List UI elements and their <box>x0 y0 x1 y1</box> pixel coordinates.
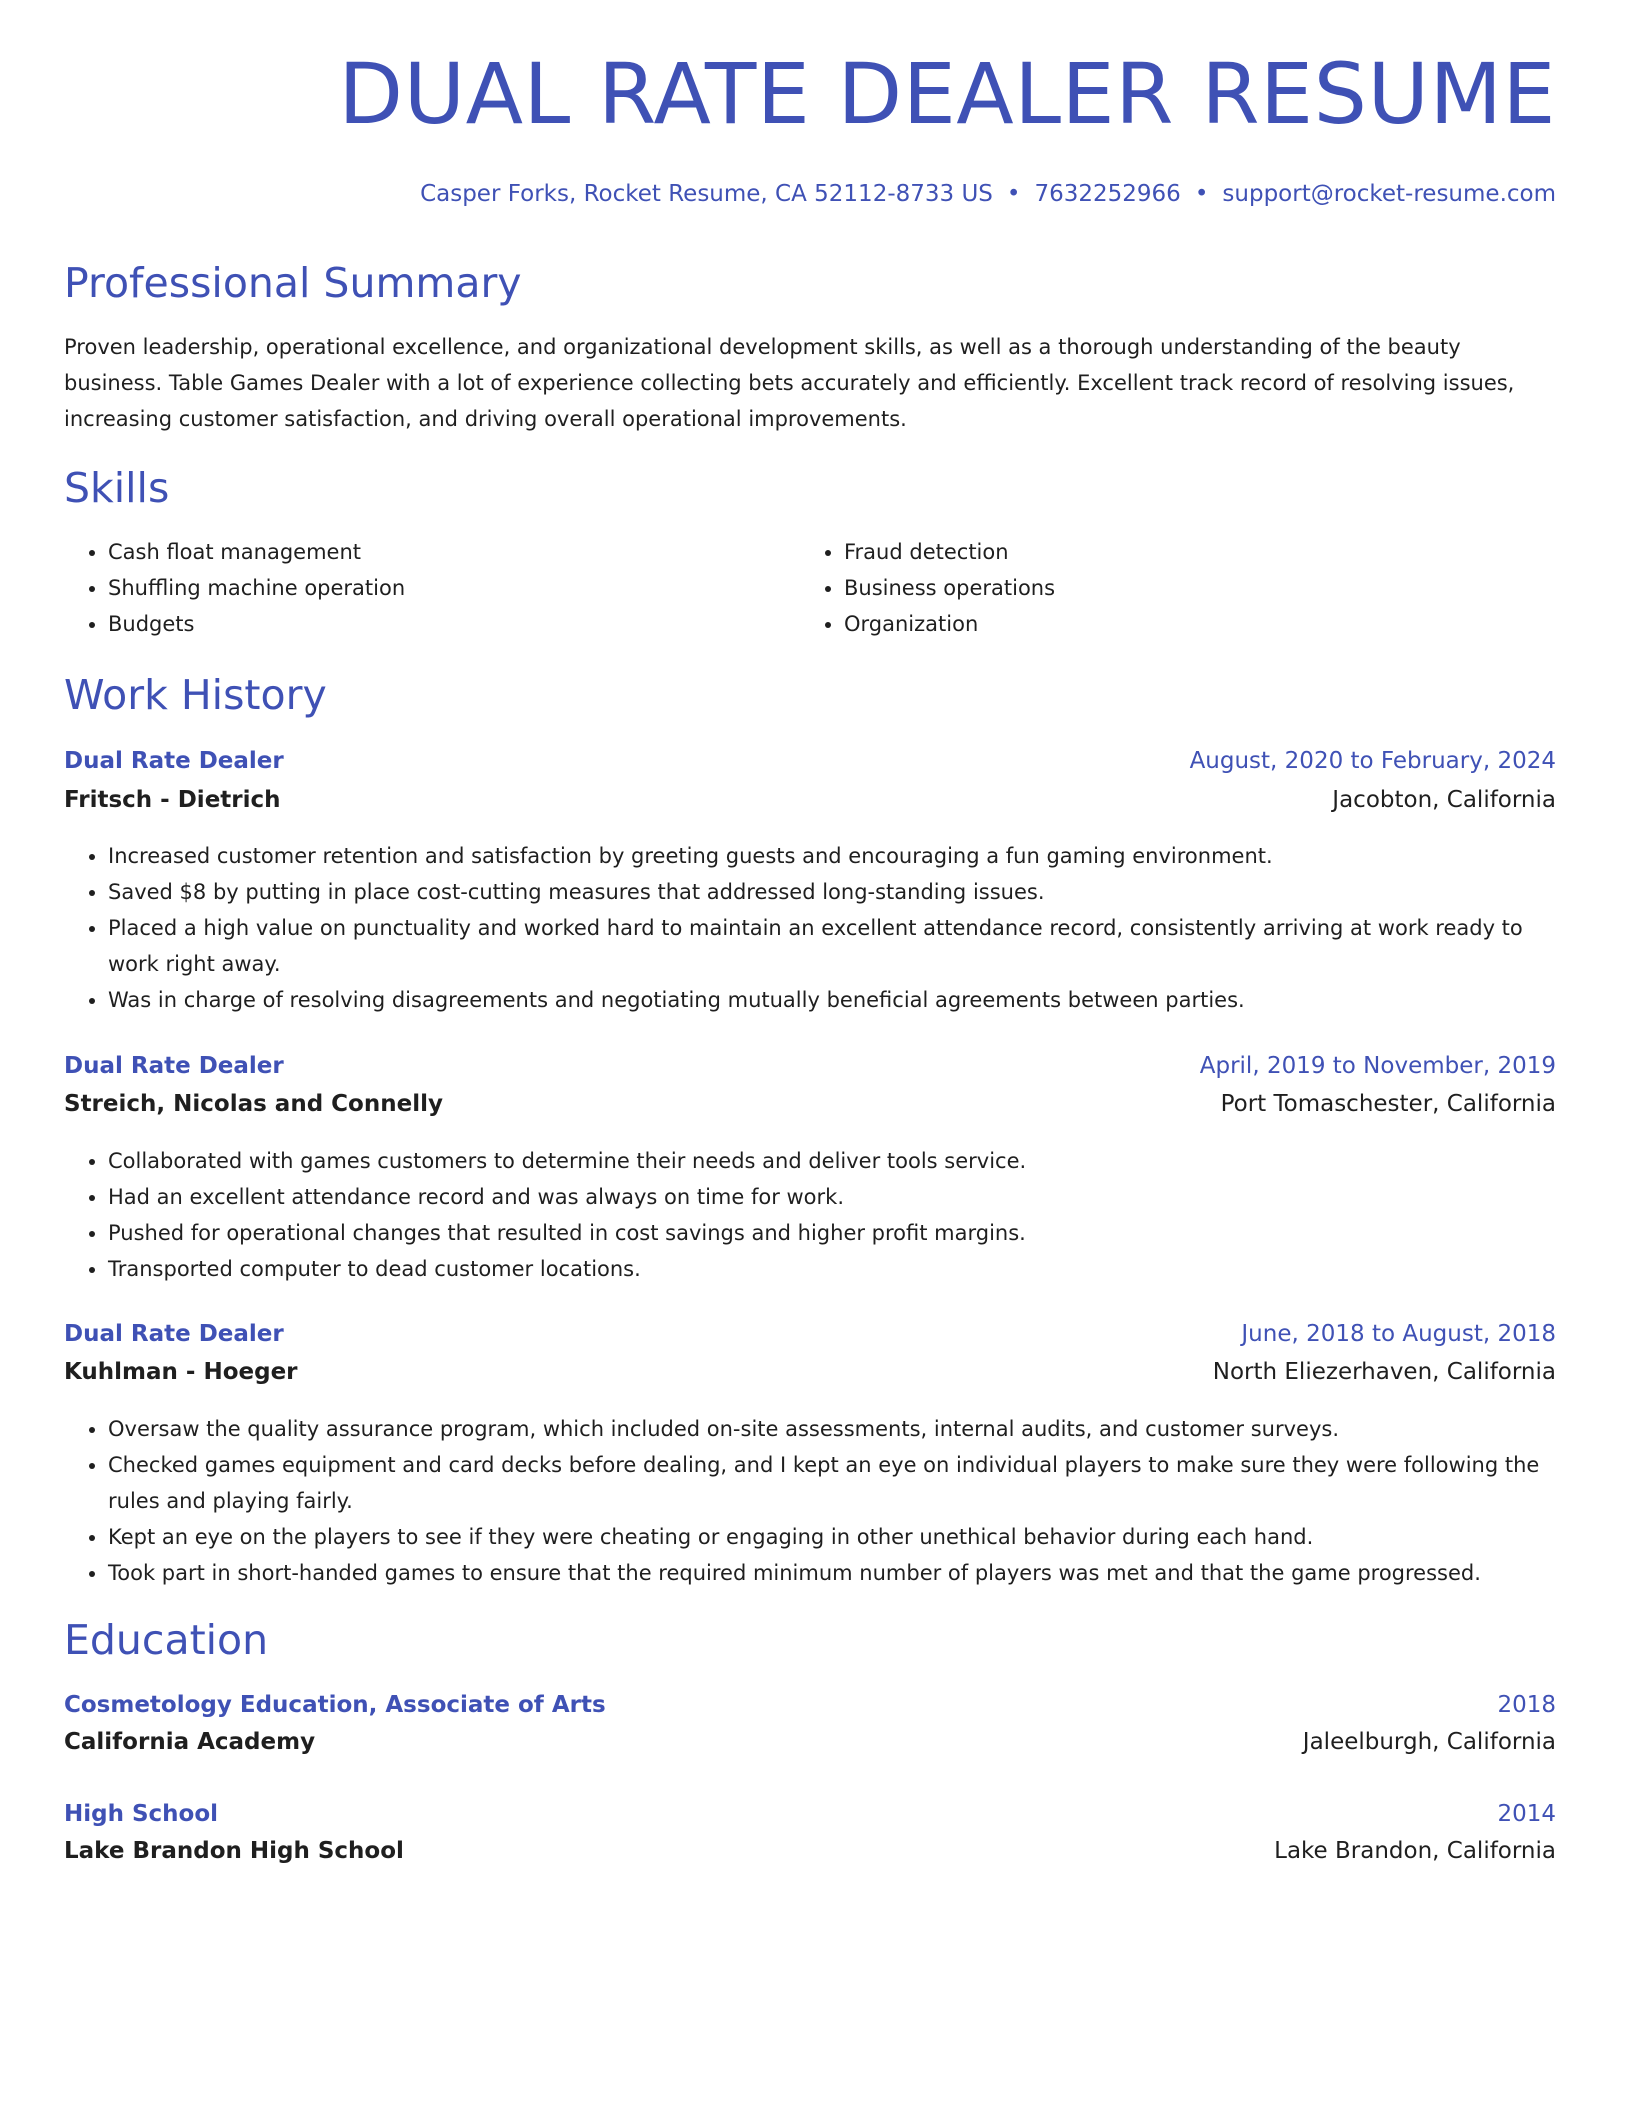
skill-item: • Organization <box>844 606 1544 642</box>
job-location: Jacobton, California <box>1332 787 1556 813</box>
skills-list-left <box>64 534 788 642</box>
job-employer <box>64 787 1556 813</box>
education-school: Lake Brandon High School <box>64 1838 404 1864</box>
job-duty: • Transported computer to dead customer locations. <box>108 1251 1556 1287</box>
job-location: North Eliezerhaven, California <box>1212 1359 1556 1385</box>
contact-separator: • <box>1006 181 1021 207</box>
skills-heading: Skills <box>64 464 170 512</box>
contact-email: support@rocket-resume.com <box>1222 181 1556 207</box>
job-duty: • Took part in short-handed games to ensure that the required minimum number of players was met and that the game progressed. <box>108 1555 1556 1591</box>
education-header <box>64 1801 1556 1827</box>
job-duty: • Pushed for operational changes that resulted in cost savings and higher profit margins. <box>108 1215 1556 1251</box>
education-school-row <box>64 1729 1556 1755</box>
work-heading: Work History <box>64 671 327 719</box>
job-duty: • Increased customer retention and satisfaction by greeting guests and encouraging a fun gaming environment. <box>108 838 1556 874</box>
education-school: California Academy <box>64 1729 316 1755</box>
education-year: 2014 <box>1497 1801 1556 1827</box>
job-header <box>64 748 1556 774</box>
skill-item: • Shuffling machine operation <box>108 570 788 606</box>
job-location: Port Tomaschester, California <box>1220 1091 1556 1117</box>
job-employer <box>64 1359 1556 1385</box>
job-company: Streich, Nicolas and Connelly <box>64 1091 443 1117</box>
contact-separator: • <box>1194 181 1209 207</box>
job-duty: • Placed a high value on punctuality and worked hard to maintain an excellent attendance record, consistently arriving at work ready to work right away. <box>108 910 1556 982</box>
education-degree: Cosmetology Education, Associate of Arts <box>64 1692 606 1718</box>
summary-heading: Professional Summary <box>64 259 522 307</box>
skill-item: • Budgets <box>108 606 788 642</box>
job-header <box>64 1321 1556 1347</box>
job-duty: • Oversaw the quality assurance program, which included on-site assessments, internal audits, and customer surveys. <box>108 1411 1556 1447</box>
education-location: Jaleelburgh, California <box>1302 1729 1556 1755</box>
job-duties <box>64 838 1556 1018</box>
job-duty: • Was in charge of resolving disagreements and negotiating mutually beneficial agreements between parties. <box>108 982 1556 1018</box>
job-employer <box>64 1091 1556 1117</box>
contact-line <box>420 181 1556 207</box>
skill-item: • Business operations <box>844 570 1544 606</box>
education-year: 2018 <box>1497 1692 1556 1718</box>
education-degree: High School <box>64 1801 219 1827</box>
summary-text: Proven leadership, operational excellence, and organizational development skills, as well as a thorough understanding of the beauty business. Table Games Dealer with a lot of experience collecting bets accurately and efficiently. Excellent track record of resolving issues, increasing customer satisfaction, and driving overall operational improvements. <box>64 335 1515 431</box>
resume-title: DUAL RATE DEALER RESUME <box>338 45 1556 143</box>
contact-address: Casper Forks, Rocket Resume, CA 52112-8733 US <box>420 181 993 207</box>
job-duties <box>64 1143 1556 1287</box>
education-heading: Education <box>64 1616 269 1664</box>
job-dates: April, 2019 to November, 2019 <box>1199 1053 1556 1079</box>
job-header <box>64 1053 1556 1079</box>
skills-list-right <box>800 534 1544 642</box>
job-duty: • Kept an eye on the players to see if they were cheating or engaging in other unethical behavior during each hand. <box>108 1519 1556 1555</box>
job-title: Dual Rate Dealer <box>64 748 284 774</box>
education-header <box>64 1692 1556 1718</box>
skill-item: • Cash float management <box>108 534 788 570</box>
job-title: Dual Rate Dealer <box>64 1321 284 1347</box>
skill-item: • Fraud detection <box>844 534 1544 570</box>
job-duty: • Checked games equipment and card decks before dealing, and I kept an eye on individual players to make sure they were following the rules and playing fairly. <box>108 1447 1556 1519</box>
job-title: Dual Rate Dealer <box>64 1053 284 1079</box>
contact-phone: 7632252966 <box>1034 181 1181 207</box>
job-duties <box>64 1411 1556 1591</box>
education-location: Lake Brandon, California <box>1274 1838 1556 1864</box>
job-dates: June, 2018 to August, 2018 <box>1241 1321 1556 1347</box>
job-duty: • Had an excellent attendance record and was always on time for work. <box>108 1179 1556 1215</box>
education-school-row <box>64 1838 1556 1864</box>
job-company: Kuhlman - Hoeger <box>64 1359 298 1385</box>
job-duty: • Collaborated with games customers to determine their needs and deliver tools service. <box>108 1143 1556 1179</box>
job-company: Fritsch - Dietrich <box>64 787 281 813</box>
job-dates: August, 2020 to February, 2024 <box>1189 748 1556 774</box>
job-duty: • Saved $8 by putting in place cost-cutting measures that addressed long-standing issues. <box>108 874 1556 910</box>
